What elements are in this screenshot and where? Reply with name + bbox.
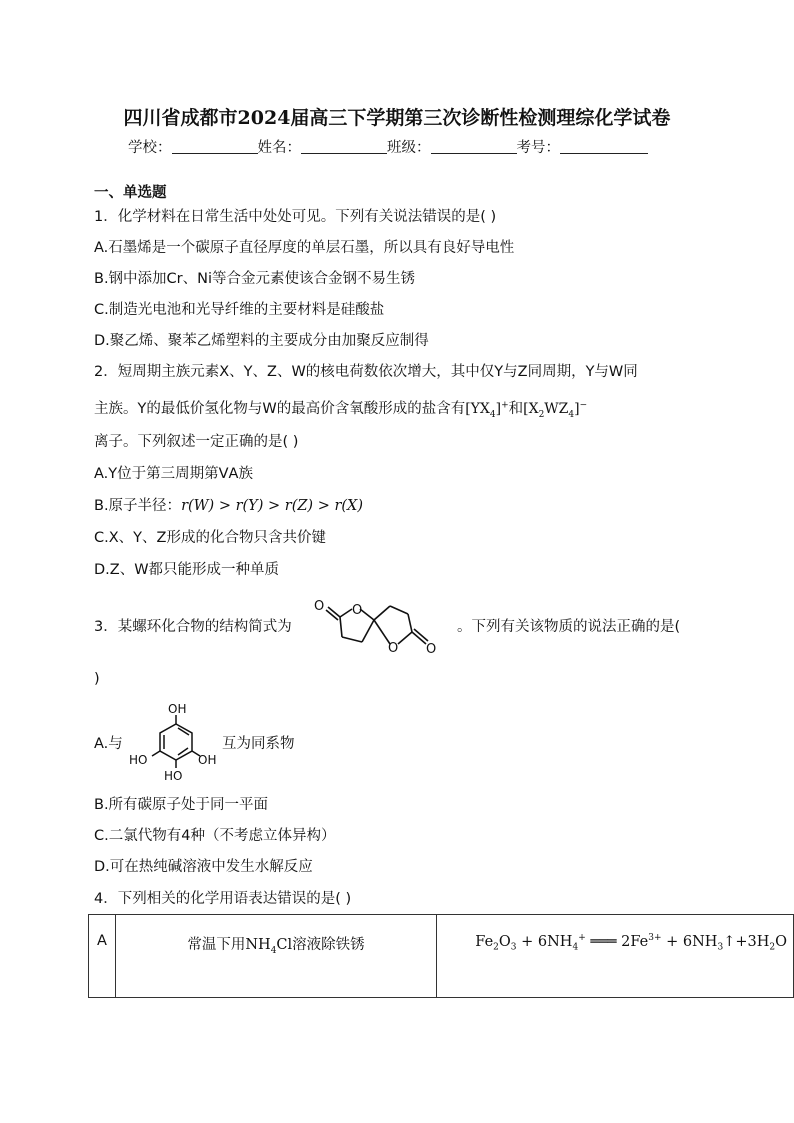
oh-right: OH [198, 753, 217, 767]
ion-yx4: $[YX_4]^+$ [465, 400, 509, 420]
row-label: A [89, 915, 116, 998]
q1-option-d: D.聚乙烯、聚苯乙烯塑料的主要成分由加聚反应制得 [94, 333, 429, 349]
student-info-line [128, 136, 648, 157]
ion-x2wz4: $[X_2WZ_4]^-$ [523, 400, 588, 420]
q3-option-c: C.二氯代物有4种（不考虑立体异构） [94, 828, 336, 844]
class-blank[interactable] [431, 139, 517, 154]
q2-option-c: C.X、Y、Z形成的化合物只含共价键 [94, 530, 326, 546]
atom-o-ring-right: O [388, 641, 399, 656]
name-blank[interactable] [301, 139, 387, 154]
q3-stem-pre: 3．某螺环化合物的结构简式为 [94, 619, 292, 635]
name-label: 姓名： [257, 140, 301, 156]
row-equation: $Fe_2O_3 + 6NH_4^+$ ═══ $2Fe^{3+}$ + $6NH_3↑+3H_2O$ [437, 915, 794, 998]
q3-stem-post: 。下列有关该物质的说法正确的是( [457, 619, 681, 635]
q3-option-d: D.可在热纯碱溶液中发生水解反应 [94, 859, 313, 875]
q1-option-b: B.钢中添加Cr、Ni等合金元素使该合金钢不易生锈 [94, 271, 416, 287]
atom-o-ring-left: O [352, 603, 363, 618]
q1-option-a: A.石墨烯是一个碳原子直径厚度的单层石墨，所以具有良好导电性 [94, 240, 515, 256]
q2-stem-line1: 2．短周期主族元素X、Y、Z、W的核电荷数依次增大，其中仅Y与Z同周期，Y与W同 [94, 364, 638, 380]
table-row [89, 915, 794, 998]
pyrogallol-derivative-structure [126, 702, 224, 782]
exam-no-blank[interactable] [560, 139, 648, 154]
q2-option-a: A.Y位于第三周期第ⅤA族 [94, 466, 253, 482]
class-label: 班级： [387, 140, 431, 156]
q1-stem: 1．化学材料在日常生活中处处可见。下列有关说法错误的是( ) [94, 209, 497, 225]
atom-o-carbonyl-right: O [426, 642, 437, 657]
page-title: 四川省成都市2024届高三下学期第三次诊断性检测理综化学试卷 [123, 107, 671, 129]
radius-formula: r(W) > r(Y) > r(Z) > r(X) [181, 498, 364, 514]
school-label: 学校： [128, 140, 172, 156]
school-blank[interactable] [172, 139, 258, 154]
section-heading: 一、单选题 [94, 185, 167, 201]
q2-stem-line3: 离子。下列叙述一定正确的是( ) [94, 434, 299, 450]
ho-left: HO [129, 753, 148, 767]
spiro-lactone-structure [312, 592, 442, 658]
q4-table [88, 914, 794, 998]
q2-option-d: D.Z、W都只能形成一种单质 [94, 562, 280, 578]
q4-stem: 4．下列相关的化学用语表达错误的是( ) [94, 891, 352, 907]
q3-stem-close: ) [94, 671, 100, 687]
q3-option-b: B.所有碳原子处于同一平面 [94, 797, 269, 813]
exam-no-label: 考号： [516, 140, 560, 156]
q1-option-c: C.制造光电池和光导纤维的主要材料是硅酸盐 [94, 302, 385, 318]
row-description: 常温下用$NH_4Cl$溶液除铁锈 [116, 915, 437, 998]
atom-o-carbonyl-left: O [314, 599, 325, 614]
q2-option-b: B.原子半径：r(W) > r(Y) > r(Z) > r(X) [94, 498, 364, 514]
q2-stem-line2: 主族。Y的最低价氢化物与W的最高价含氧酸形成的盐含有$[YX_4]^+$和$[X_2WZ_4]^-$ [94, 400, 588, 420]
q3-option-a-post: 互为同系物 [222, 736, 295, 752]
q3-option-a-pre: A.与 [94, 736, 123, 752]
ho-bottom: HO [164, 769, 183, 782]
oh-top: OH [168, 702, 187, 716]
